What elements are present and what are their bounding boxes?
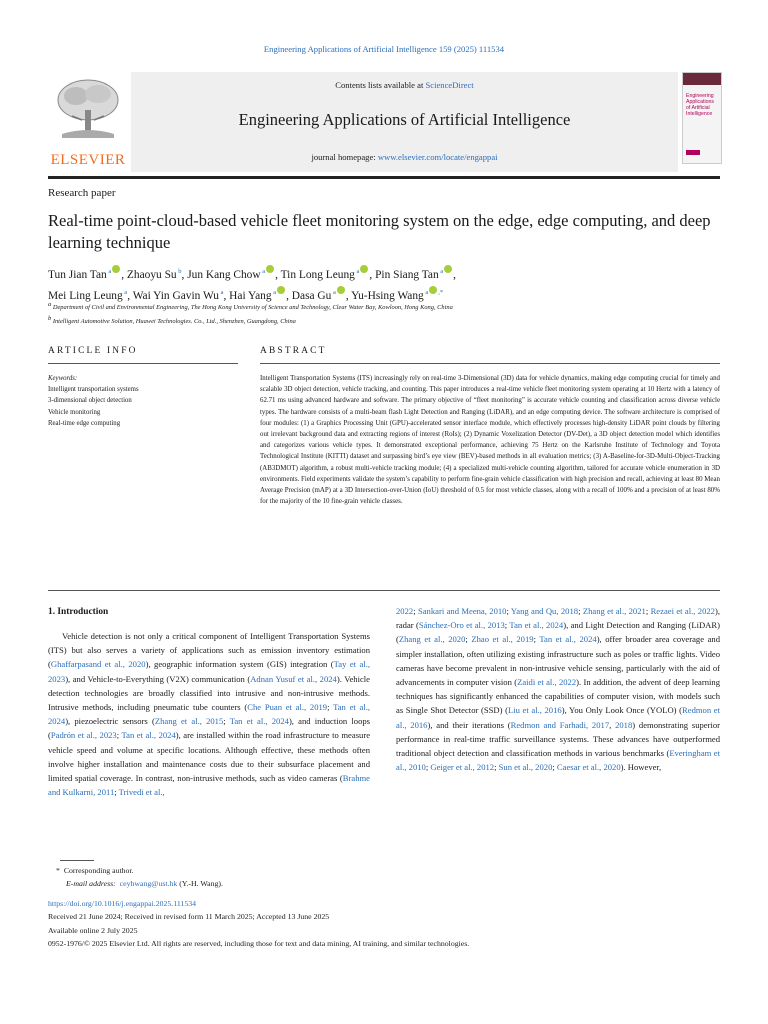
body-text: ;: [645, 606, 651, 616]
abstract-heading: ABSTRACT: [260, 346, 327, 356]
body-text: ), piezoelectric sensors (: [65, 716, 155, 727]
keywords-label: Keywords:: [48, 375, 78, 382]
elsevier-tree-logo: [52, 76, 124, 140]
footnote-block: [48, 864, 720, 950]
author-name[interactable]: Zhaoyu Su: [126, 268, 177, 281]
citation-link[interactable]: 2022: [396, 606, 414, 616]
author-line-2: Mei Ling Leung $^a$, Wai Yin Gavin Wu $^a$, Hai Yang $^a$ , Dasa Gu $^a$ , Yu-Hsing Wang $^a$ ,*: [48, 284, 720, 305]
author-name[interactable]: Tun Jian Tan: [48, 268, 107, 281]
introduction-column-1: [48, 629, 370, 799]
body-text: ;: [504, 620, 510, 631]
body-text: Vehicle detection is not only a critical component of Intelligent Transportation Systems (ITS) but also serves a variety of applications such as emission inventory estimation (: [48, 631, 370, 670]
body-text: ;: [425, 762, 431, 773]
copyright: 0952-1976/© 2025 Elsevier Ltd. All rights are reserved, including those for text and data mining, AI training, and similar technologies.: [48, 939, 470, 949]
citation-link[interactable]: Adnan Yusuf et al., 2024: [250, 673, 337, 684]
author-name[interactable]: Hai Yang: [229, 289, 272, 302]
abstract-bottom-rule: [48, 590, 720, 591]
body-text: ;: [413, 606, 418, 616]
homepage-link[interactable]: www.elsevier.com/locate/engappai: [377, 152, 498, 162]
body-text: ), are installed within the road infrastructure to measure vehicle speed and volume at specific locations. Although effective, these methods often involve higher installation and maintenance costs due to their subsurface placement and limited spatial coverage. In contrast, non-intrusive methods, such as video cameras (: [48, 730, 371, 784]
publisher-name: ELSEVIER: [50, 152, 126, 168]
body-text: ;: [506, 606, 511, 616]
author-name[interactable]: Jun Kang Chow: [187, 268, 261, 281]
journal-cover-thumbnail[interactable]: [682, 72, 722, 164]
abstract-rule: [260, 363, 720, 364]
citation-link[interactable]: Tan et al., 2024: [539, 634, 597, 645]
body-text: ), and induction loops (: [48, 716, 371, 741]
homepage-line: [131, 152, 678, 162]
body-text: ). Vehicle detection technologies are broadly classified into intrusive and non-intrusive methods. Intrusive methods, including pneumatic tube counters (: [48, 673, 370, 713]
citation-link[interactable]: Zaidi et al., 2022: [517, 677, 577, 688]
author-name[interactable]: Pin Siang Tan: [375, 268, 439, 281]
body-text: ), and Vehicle-to-Everything (V2X) communication (: [65, 673, 251, 684]
corresponding-author-mark[interactable]: ,*: [438, 288, 444, 296]
author-name[interactable]: Wai Yin Gavin Wu: [132, 289, 219, 302]
citation-link[interactable]: Caesar et al., 2020: [556, 762, 621, 773]
cover-title: Engineering Applications of Artificial Intelligence: [686, 93, 714, 117]
contents-line: [131, 80, 678, 90]
affiliation-b: [48, 313, 720, 327]
citation-link[interactable]: Zhang et al., 2021: [582, 606, 646, 616]
article-type: Research paper: [48, 187, 116, 199]
banner-center: [131, 72, 678, 172]
orcid-icon[interactable]: [277, 286, 285, 294]
author-affiliation-mark[interactable]: a: [423, 288, 429, 296]
body-text: ;: [578, 606, 583, 616]
introduction-column-2: [396, 604, 720, 774]
body-text: ), geographic information system (GIS) integration (: [145, 659, 334, 670]
body-text: ), and their iterations (: [427, 719, 511, 730]
citation-link[interactable]: Tan et al., 2024: [48, 702, 371, 727]
author-affiliation-mark[interactable]: a: [331, 288, 336, 296]
received-dates: Received 21 June 2024; Received in revised form 11 March 2025; Accepted 13 June 2025: [48, 912, 330, 922]
affiliation-b-mark: b: [48, 315, 52, 323]
orcid-icon[interactable]: [360, 265, 368, 273]
citation-link[interactable]: Tay et al., 2023: [48, 659, 371, 684]
author-line-1: Tun Jian Tan $^a$ , Zhaoyu Su $^b$, Jun Kang Chow $^a$ , Tin Long Leung $^a$ , Pin Siang Tan $^a$ ,: [48, 263, 720, 284]
body-text: ), You Only Look Once (YOLO) (: [561, 705, 683, 716]
author-affiliation-mark[interactable]: a: [271, 288, 277, 296]
body-text: ;: [465, 634, 472, 645]
affiliation-a-mark: a: [48, 301, 52, 308]
orcid-icon[interactable]: [112, 265, 120, 273]
cover-footer-mark: [686, 150, 700, 155]
header-rule: [48, 176, 720, 179]
sciencedirect-link[interactable]: ScienceDirect: [425, 80, 474, 90]
article-info-heading: ARTICLE INFO: [48, 346, 138, 356]
citation-link[interactable]: Brahme and Kulkarni, 2011: [48, 773, 370, 798]
orcid-icon[interactable]: [444, 265, 452, 273]
body-text: ), radar (: [396, 606, 720, 631]
email-label: E-mail address:: [66, 879, 116, 889]
keywords-block: [48, 373, 238, 429]
corresponding-star: *: [56, 866, 60, 875]
email-line: [48, 877, 720, 890]
citation-link[interactable]: Everingham et al., 2010: [396, 748, 720, 773]
journal-banner: [48, 72, 720, 172]
orcid-icon[interactable]: [266, 265, 274, 273]
abstract-text: Intelligent Transportation Systems (ITS) increasingly rely on real-time 3-Dimensional (3D) data for vehicle dynamics, making edge computing crucial for timely and scalable 3D object detection, vehicle tracking, and counting. This paper introduces a real-time vehicle fleet monitoring system operating at 10 Hertz with a latency of 62.71 ms using advanced hardware and software. The primary objective of “fleet monitoring” is accurate vehicle counting and classification across diverse vehicle types. The hardware consists of a multi-beam flash Light Detection and Ranging (LiDAR), and an edge computing device. The software architecture is comprised of four modules: (1) a Graphics Processing Unit (GPU)-accelerated sensor interface module, which effectively processes high-density LiDAR point clouds by filtering out irrelevant background data and extracting regions of interest (RoIs); (2) Dynamic Voxelization Detector (DV-Det), a 3D object detection model which identifies and categorizes various vehicle types. It demonstrated exceptional performance, achieving 75 Hertz on the Karlsruhe Institute of Technology and Toyota Technological Institute (KITTI) dataset and surpassing bird’s eye view (BEV)-based methods in all evaluation metrics; (3) A-Baseline-for-3D-Multi-Object-Tracking (AB3DMOT) algorithm, a robust multi-vehicle tracking module; (4) a specialized multi-vehicle counting algorithm, tailored for accurate vehicle enumeration in 3D environments. Field experiments validate the system’s capability to perform fine-grain vehicle classification with high precision and recall, achieving at least 80 Mean Average Precision (mAP) at a 3D Intersection-over-Union (IoU) threshold of 0.5 for most vehicle classes, along with a recall of 100% and a precision of at least 80% for the majority of the 10 fine-grain vehicle classes.: [260, 375, 720, 506]
body-text: ), and Light Detection and Ranging (LiDAR) (: [396, 620, 720, 645]
citation-link[interactable]: 2018: [615, 719, 633, 730]
keyword-item: Intelligent transportation systems: [48, 386, 139, 394]
citation-link[interactable]: Padrón et al., 2023: [50, 730, 117, 741]
citation-link[interactable]: Redmon and Farhadi, 2017: [510, 719, 610, 730]
author-name[interactable]: Dasa Gu: [291, 289, 332, 302]
author-affiliation-mark[interactable]: a: [438, 268, 444, 275]
body-text: ;: [494, 762, 499, 773]
body-text: ;: [116, 730, 122, 741]
citation-link[interactable]: Tan et al., 2024: [121, 730, 176, 741]
homepage-prefix: journal homepage:: [311, 152, 378, 162]
body-text: ). In addition, the advent of deep learning techniques has significantly enhanced the capabilities of computer vision, with models such as Single Shot Detector (SSD) (: [396, 677, 720, 716]
citation-link[interactable]: Sankari and Meena, 2010: [417, 606, 507, 616]
body-text: ;: [552, 762, 557, 773]
citation-link[interactable]: Geiger et al., 2012: [430, 762, 495, 773]
article-info-rule: [48, 363, 238, 364]
email-suffix: (Y.-H. Wang).: [177, 879, 223, 889]
orcid-icon[interactable]: [429, 286, 437, 294]
affiliations: [48, 299, 720, 327]
citation-link[interactable]: Trivedi et al.,: [118, 787, 165, 798]
body-text: ) demonstrating superior performance in real-time traffic surveillance systems. These advances have outperformed traditional object detection and classification methods in various benchmarks (: [396, 719, 721, 759]
keyword-item: Vehicle monitoring: [48, 408, 101, 416]
contents-prefix: Contents lists available at: [335, 80, 426, 90]
body-text: ,: [609, 719, 616, 730]
body-text: ;: [533, 634, 540, 645]
available-online: Available online 2 July 2025: [48, 925, 138, 935]
citation-link[interactable]: Tan et al., 2024: [229, 716, 289, 727]
author-affiliation-mark[interactable]: a: [260, 268, 266, 275]
body-text: ;: [114, 787, 119, 798]
email-link[interactable]: ceyhwang@ust.hk: [119, 879, 178, 889]
citation-link[interactable]: Che Puan et al., 2019: [247, 702, 328, 713]
author-affiliation-mark[interactable]: a: [218, 288, 224, 296]
section-heading-introduction: 1. Introduction: [48, 607, 109, 617]
citation-link[interactable]: Liu et al., 2016: [507, 705, 562, 716]
author-name[interactable]: Tin Long Leung: [280, 268, 355, 281]
citation-link[interactable]: Zhang et al., 2020: [398, 634, 466, 645]
corresponding-text: Corresponding author.: [63, 866, 134, 875]
orcid-icon[interactable]: [337, 286, 345, 294]
article-title: Real-time point-cloud-based vehicle fleet monitoring system on the edge, edge computing, and deep learning technique: [48, 211, 711, 252]
author-affiliation-mark[interactable]: a: [106, 268, 112, 275]
author-name[interactable]: Yu-Hsing Wang: [351, 289, 424, 302]
journal-citation[interactable]: Engineering Applications of Artificial Intelligence 159 (2025) 111534: [263, 44, 505, 54]
body-text: ;: [327, 702, 334, 713]
body-text: ). However,: [620, 762, 662, 773]
keyword-item: Real-time edge computing: [48, 419, 121, 427]
citation-link[interactable]: Rezaei et al., 2022: [650, 606, 715, 616]
author-affiliation-mark[interactable]: a: [354, 268, 360, 275]
citation-link[interactable]: Tan et al., 2024: [509, 620, 564, 631]
doi-link[interactable]: https://doi.org/10.1016/j.engappai.2025.111534: [48, 898, 197, 908]
citation-link[interactable]: Yang and Qu, 2018: [510, 606, 579, 616]
author-name[interactable]: Mei Ling Leung: [48, 289, 123, 302]
journal-name: Engineering Applications of Artificial Intelligence: [238, 110, 571, 129]
elsevier-logo[interactable]: [48, 76, 128, 166]
body-text: ;: [223, 716, 230, 727]
citation-link[interactable]: Zhao et al., 2019: [471, 634, 534, 645]
affiliation-a-text: Department of Civil and Environmental Engineering, The Hong Kong University of Science and Technology, Clear Water Bay, Kowloon, Hong Kong, China: [52, 304, 453, 312]
corresponding-note: [48, 864, 720, 877]
affiliation-b-text: Intelligent Automotive Solution, Huawei Technologies. Co., Ltd., Shenzhen, Guangdong, China: [52, 318, 296, 326]
citation-link[interactable]: Redmon et al., 2016: [396, 705, 720, 730]
author-affiliation-mark[interactable]: a: [122, 288, 128, 296]
body-text: ), offer broader area coverage and simpler installation, often utilizing existing infrastructure such as poles or traffic lights. Video cameras have become prevalent in non-intrusive vehicle sensing, particularly with the aid of advancements in computer vision (: [396, 634, 720, 688]
cover-top-bar: [683, 73, 721, 85]
footnote-rule: [60, 860, 94, 861]
citation-link[interactable]: Ghaffarpasand et al., 2020: [50, 659, 146, 670]
keyword-item: 3-dimensional object detection: [48, 397, 132, 405]
author-affiliation-mark[interactable]: b: [176, 268, 182, 275]
affiliation-a: [48, 299, 720, 313]
citation-link[interactable]: Sun et al., 2020: [498, 762, 553, 773]
citation-link[interactable]: Sánchez-Oro et al., 2013: [418, 620, 505, 631]
citation-link[interactable]: Zhang et al., 2015: [154, 716, 224, 727]
